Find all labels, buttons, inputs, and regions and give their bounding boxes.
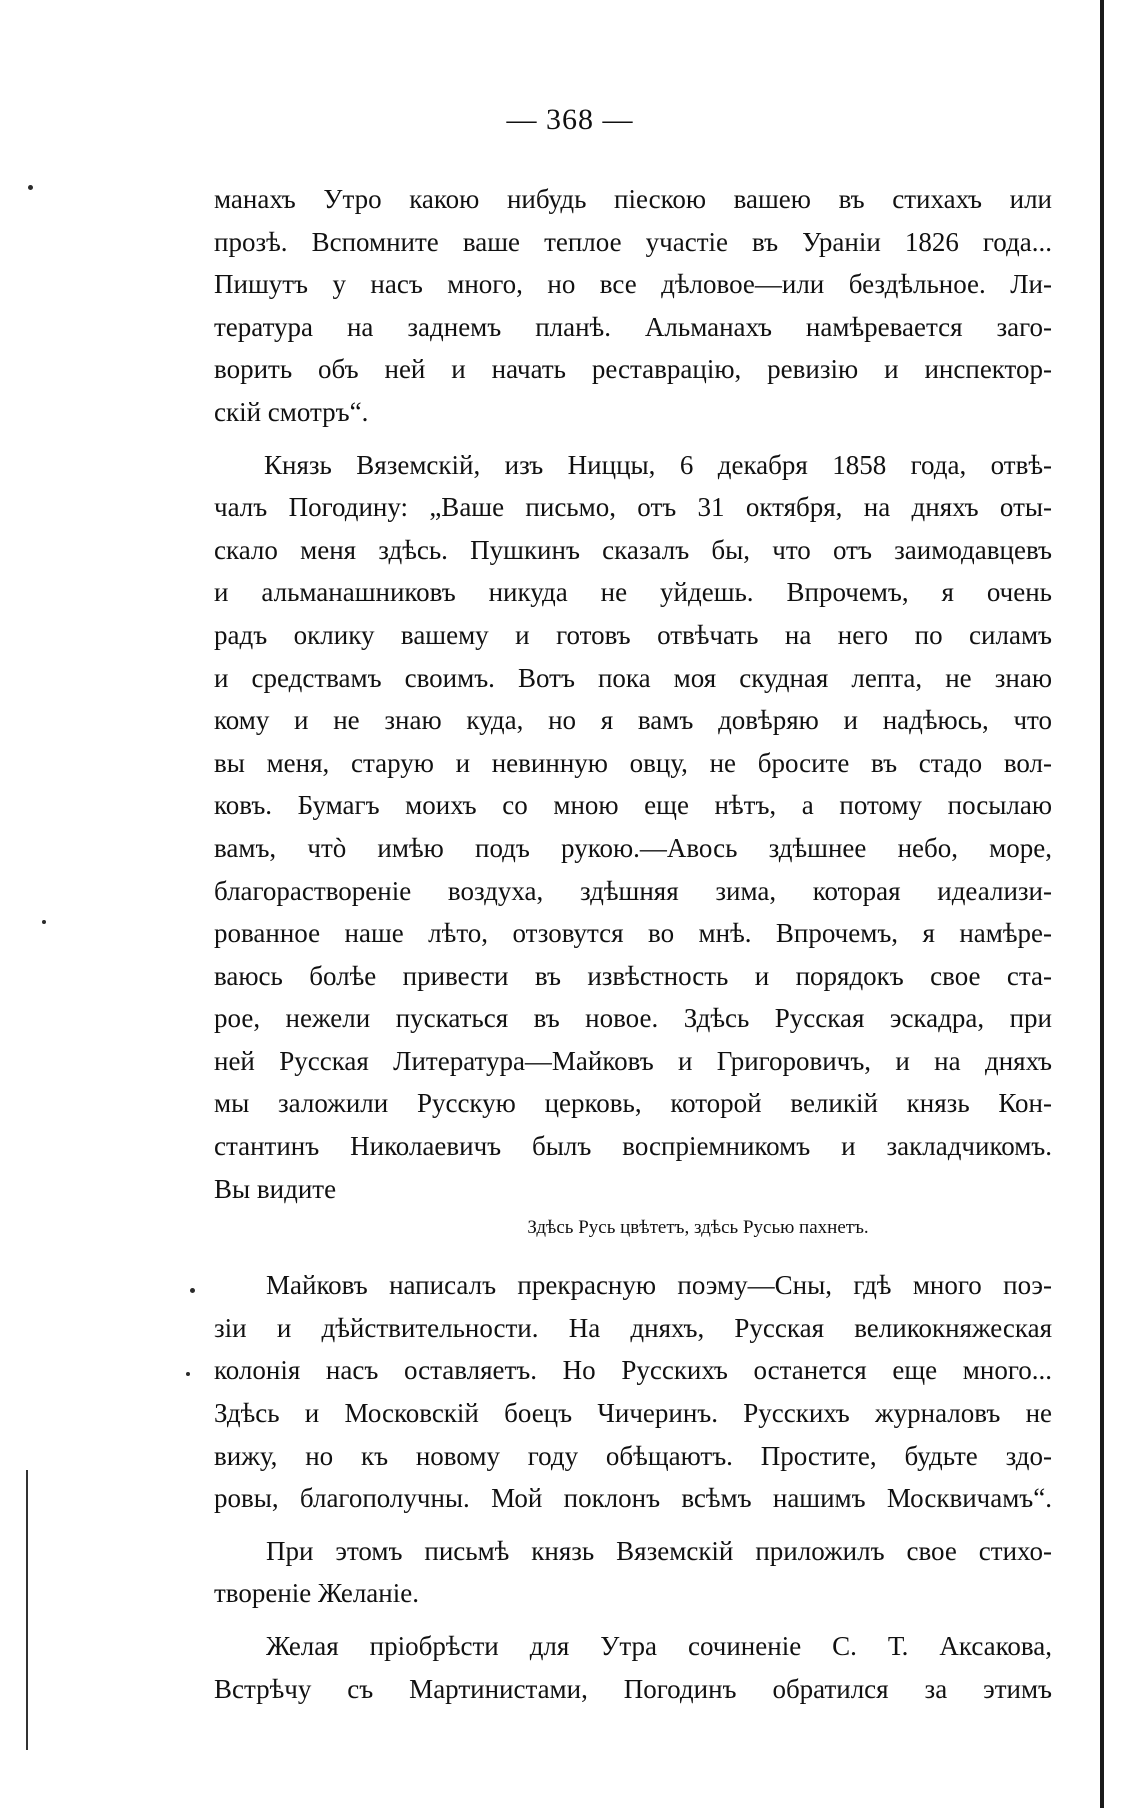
text-line: Майковъ написалъ прекрасную поэму—Сны, гдѣ много поэ-: [266, 1270, 1052, 1301]
scan-edge-left: [26, 1470, 28, 1750]
text-line: Здѣсь и Московскiй боецъ Чичеринъ. Русскихъ журналовъ не: [214, 1398, 1052, 1429]
text-line: мы заложили Русскую церковь, которой великiй князь Кон-: [214, 1088, 1052, 1119]
text-line: творенiе Желанiе.: [214, 1578, 419, 1609]
text-line: и средствамъ своимъ. Вотъ пока моя скудная лепта, не знаю: [214, 662, 1052, 693]
text-line: ней Русская Литература—Майковъ и Григоровичъ, и на дняхъ: [214, 1045, 1052, 1076]
text-line: Пишутъ у насъ много, но все дѣловое—или бездѣльное. Ли-: [214, 269, 1052, 300]
text-line: и альманашниковъ никуда не уйдешь. Впрочемъ, я очень: [214, 577, 1052, 608]
text-line: колонiя насъ оставляетъ. Но Русскихъ останется еще много...: [214, 1355, 1052, 1386]
verse-quote: Здѣсь Русь цвѣтетъ, здѣсь Русью пахнетъ.: [527, 1217, 869, 1239]
scan-speck: [42, 920, 46, 924]
text-line: Князь Вяземскiй, изъ Ниццы, 6 декабря 1858 года, отвѣ-: [264, 449, 1052, 480]
text-line: благорастворенiе воздуха, здѣшняя зима, которая идеализи-: [214, 875, 1052, 906]
text-line: ворить объ ней и начать реставрацiю, ревизiю и инспектор-: [214, 354, 1052, 385]
scan-speck: [186, 1372, 190, 1376]
scan-edge-right: [1100, 0, 1104, 1808]
text-line: Желая прiобрѣсти для Утра сочиненiе С. Т. Аксакова,: [266, 1631, 1052, 1661]
text-line: вамъ, чтò имѣю подъ рукою.—Авось здѣшнее небо, море,: [214, 832, 1052, 863]
text-line: манахъ Утро какою нибудь пiескою вашею въ стихахъ или: [214, 184, 1052, 214]
text-line: тература на заднемъ планѣ. Альманахъ намѣревается заго-: [214, 311, 1052, 342]
text-line: кому и не знаю куда, но я вамъ довѣряю и надѣюсь, что: [214, 705, 1052, 736]
text-line: вы меня, старую и невинную овцу, не бросите въ стадо вол-: [214, 747, 1052, 778]
text-line: При этомъ письмѣ князь Вяземскiй приложилъ свое стихо-: [266, 1535, 1052, 1566]
text-line: ваюсь болѣе привести въ извѣстность и порядокъ свое ста-: [214, 960, 1052, 991]
text-line: ровы, благополучны. Мой поклонъ всѣмъ нашимъ Москвичамъ“.: [214, 1483, 1052, 1514]
text-line: радъ оклику вашему и готовъ отвѣчать на него по силамъ: [214, 619, 1052, 650]
scan-speck: [28, 185, 33, 190]
scan-speck: [190, 1288, 195, 1293]
page-number: — 368 —: [506, 103, 634, 136]
text-line: чалъ Погодину: „Ваше письмо, отъ 31 октября, на дняхъ оты-: [214, 492, 1052, 523]
text-line: рое, нежели пускаться въ новое. Здѣсь Русская эскадра, при: [214, 1003, 1052, 1034]
text-line: зiи и дѣйствительности. На дняхъ, Русская великокняжеская: [214, 1312, 1052, 1343]
text-line: прозѣ. Вспомните ваше теплое участiе въ Уранiи 1826 года...: [214, 226, 1052, 257]
text-line: вижу, но къ новому году обѣщаютъ. Простите, будьте здо-: [214, 1440, 1052, 1471]
text-line: Вы видите: [214, 1173, 337, 1204]
text-line: ковъ. Бумагъ моихъ со мною еще нѣтъ, а потому посылаю: [214, 790, 1052, 821]
text-line: скiй смотръ“.: [214, 396, 369, 427]
text-line: Встрѣчу съ Мартинистами, Погодинъ обратился за этимъ: [214, 1673, 1052, 1704]
page-body: [214, 178, 1052, 1710]
text-line: скало меня здѣсь. Пушкинъ сказалъ бы, что отъ заимодавцевъ: [214, 534, 1052, 565]
text-line: стантинъ Николаевичъ былъ воспрiемникомъ и закладчикомъ.: [214, 1131, 1052, 1162]
text-line: рованное наше лѣто, отзовутся во мнѣ. Впрочемъ, я намѣре-: [214, 918, 1052, 949]
